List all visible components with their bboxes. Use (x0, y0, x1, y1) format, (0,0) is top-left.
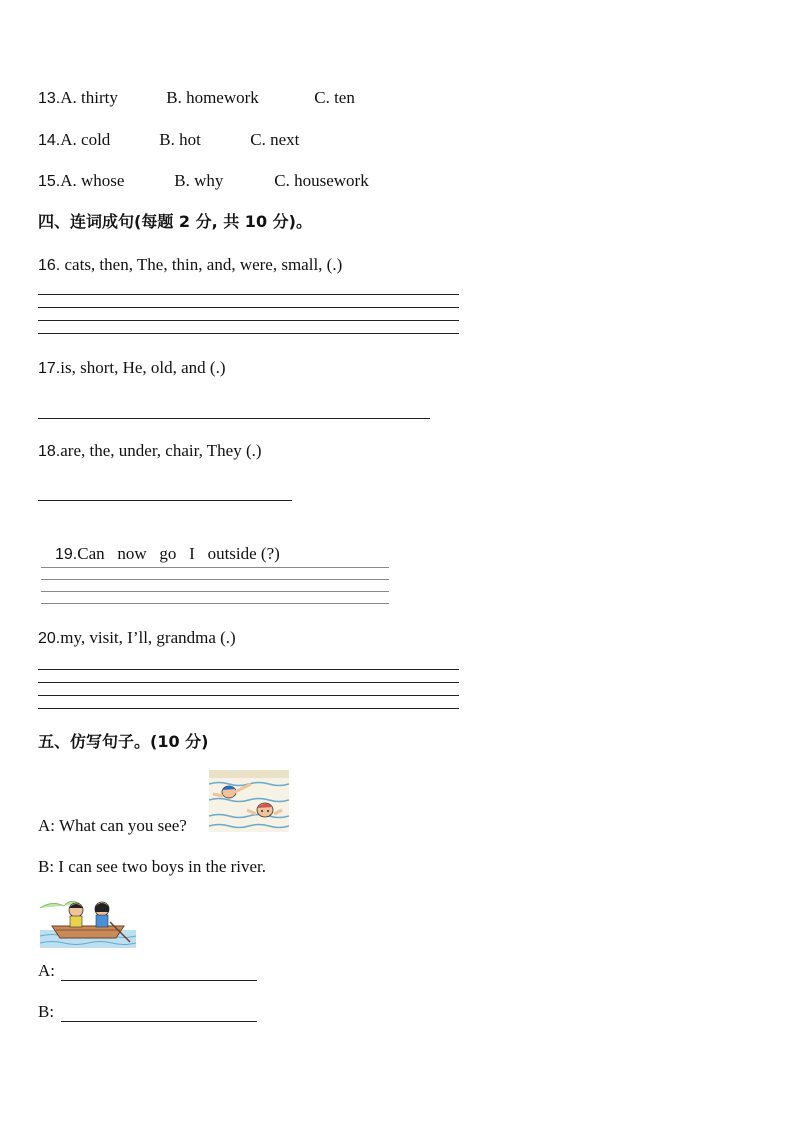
question-14 (38, 130, 299, 151)
question-text: are, the, under, chair, They (.) (60, 441, 262, 460)
prompt-b-label: B: (38, 1002, 55, 1021)
option-c: C. next (250, 130, 300, 149)
answer-line-b[interactable] (61, 1021, 257, 1022)
question-number: 13. (38, 90, 61, 107)
question-text: my, visit, I’ll, grandma (.) (60, 628, 236, 647)
answer-line[interactable] (38, 500, 292, 501)
question-number: 16. (38, 257, 61, 274)
question-number: 15. (38, 173, 61, 190)
option-b: B. homework (166, 88, 259, 107)
question-number: 18. (38, 443, 61, 460)
question-text: Can now go I outside (?) (77, 544, 280, 563)
option-a: A. whose (60, 171, 125, 190)
question-20 (38, 628, 236, 649)
answer-line[interactable] (38, 708, 459, 709)
answer-line[interactable] (38, 669, 459, 670)
question-17 (38, 358, 226, 379)
answer-line-a[interactable] (61, 980, 257, 981)
question-18 (38, 441, 262, 462)
question-number: 14. (38, 132, 61, 149)
option-a: A. thirty (60, 88, 118, 107)
answer-line[interactable] (41, 567, 389, 568)
kids-in-boat-icon (40, 896, 136, 948)
example-line-b: B: I can see two boys in the river. (38, 857, 267, 876)
answer-prompt-b (38, 1002, 54, 1022)
answer-line[interactable] (41, 579, 389, 580)
example-line-a: A: What can you see? (38, 816, 187, 835)
answer-line[interactable] (38, 320, 459, 321)
question-19 (38, 524, 280, 585)
swimming-boys-icon (209, 770, 289, 832)
question-15 (38, 171, 369, 192)
question-16 (38, 255, 342, 276)
answer-line[interactable] (41, 591, 389, 592)
option-b: B. hot (159, 130, 201, 149)
question-number: 19. (55, 546, 78, 563)
answer-line[interactable] (38, 307, 459, 308)
question-text: cats, then, The, thin, and, were, small, (.) (60, 255, 343, 274)
answer-line[interactable] (38, 682, 459, 683)
section-5-title: 五、仿写句子。(10 分) (38, 732, 209, 751)
question-13 (38, 88, 355, 109)
option-a: A. cold (60, 130, 111, 149)
question-number: 20. (38, 630, 61, 647)
section-4-title: 四、连词成句(每题 2 分, 共 10 分)。 (38, 212, 312, 231)
prompt-a-label: A: (38, 961, 55, 980)
option-b: B. why (174, 171, 224, 190)
question-number: 17. (38, 360, 61, 377)
answer-line[interactable] (38, 418, 430, 419)
answer-line[interactable] (38, 333, 459, 334)
question-text: is, short, He, old, and (.) (60, 358, 226, 377)
option-c: C. housework (274, 171, 369, 190)
option-c: C. ten (314, 88, 355, 107)
answer-line[interactable] (38, 294, 459, 295)
answer-line[interactable] (38, 695, 459, 696)
answer-line[interactable] (41, 603, 389, 604)
answer-prompt-a (38, 961, 55, 981)
